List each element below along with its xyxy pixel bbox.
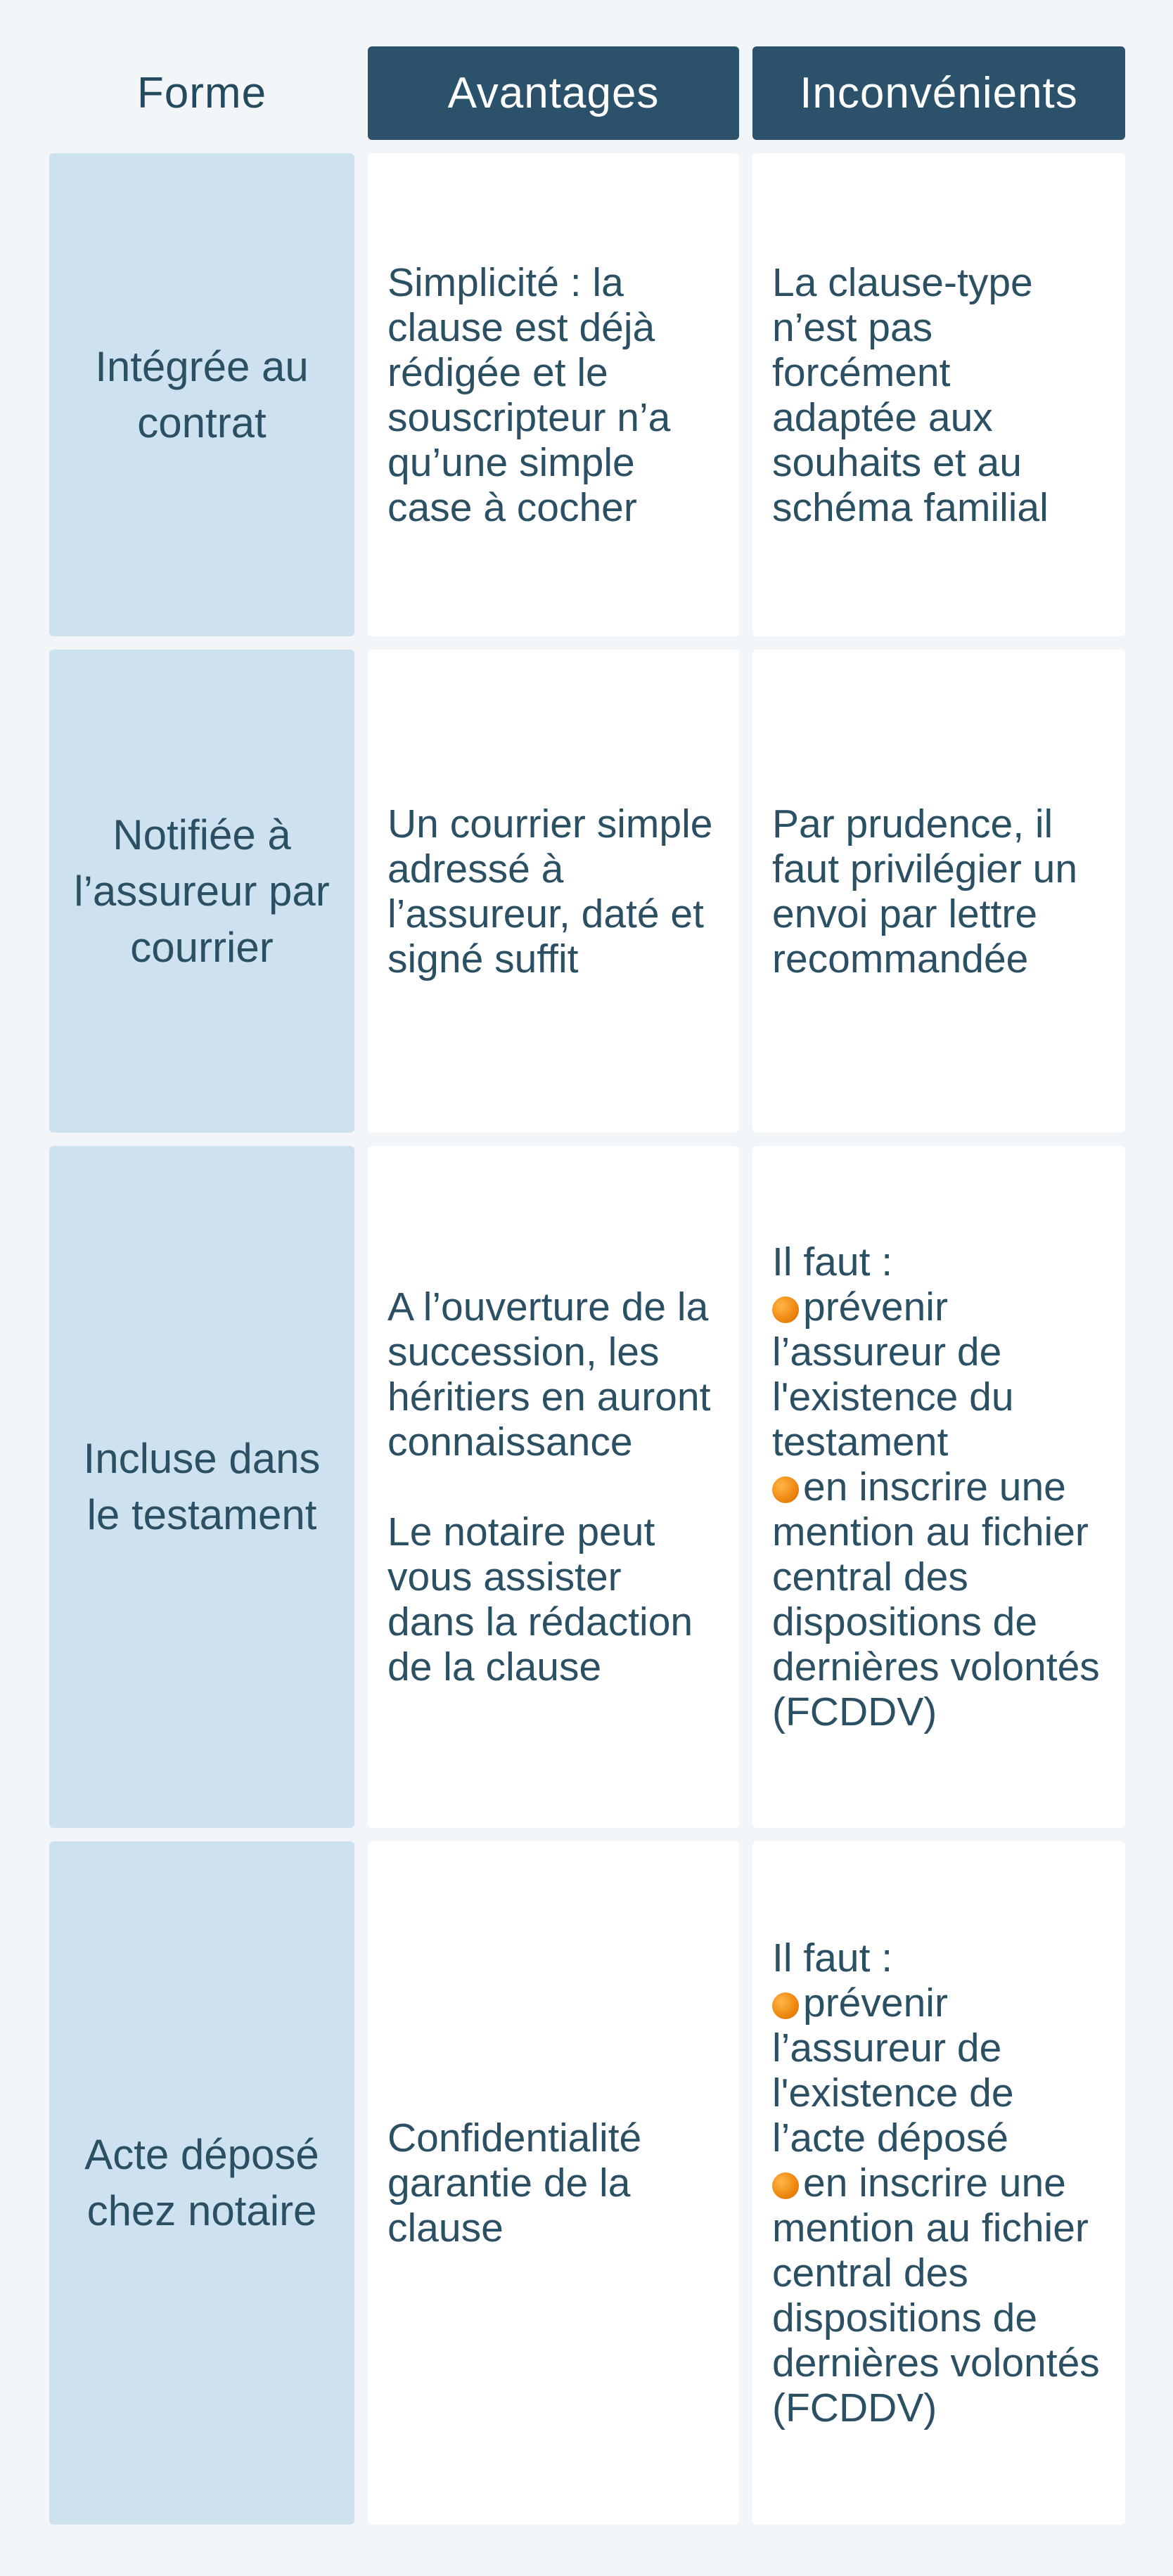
row-4-avantage-1: Confidentialité garantie de la clause	[387, 2115, 642, 2250]
comparison-table	[49, 46, 1125, 2525]
row-3-inconvenient-item-1-text: prévenir l’assureur de l'existence du testament	[772, 1284, 1014, 1464]
header-avantages: Avantages	[368, 46, 739, 140]
row-4-inconvenient-item-2-text: en inscrire une mention au fichier central des dispositions de dernières volontés (FCDDV)	[772, 2160, 1100, 2430]
orange-dot-icon	[772, 2172, 799, 2199]
row-2-forme: Notifiée à l’assureur par courrier	[49, 650, 354, 1133]
row-1-inconvenient-text: La clause-type n’est pas forcément adaptée aux souhaits et au schéma familial	[772, 259, 1049, 530]
row-4-inconvenient-item-1	[772, 1981, 1105, 2160]
row-4-avantages	[368, 1841, 739, 2525]
row-1-forme: Intégrée au contrat	[49, 153, 354, 636]
row-3-forme: Incluse dans le testament	[49, 1146, 354, 1828]
header-forme: Forme	[136, 69, 267, 117]
row-4-inconvenient-item-1-text: prévenir l’assureur de l'existence de l’acte déposé	[772, 1981, 1014, 2160]
row-3-avantage-2: Le notaire peut vous assister dans la rédaction de la clause	[387, 1509, 693, 1689]
orange-dot-icon	[772, 1476, 799, 1503]
row-1-avantages	[368, 153, 739, 636]
row-1-inconvenients	[752, 153, 1125, 636]
row-3-inconvenients	[752, 1146, 1125, 1828]
row-3-inconvenient-item-2	[772, 1464, 1105, 1734]
row-1-avantage-1: Simplicité : la clause est déjà rédigée et le souscripteur n’a qu’une simple case à cocher	[387, 259, 671, 530]
header-inconvenients: Inconvénients	[752, 46, 1125, 140]
row-2-inconvenient-text: Par prudence, il faut privilégier un envoi par lettre recommandée	[772, 801, 1078, 981]
row-3-inconvenient-item-2-text: en inscrire une mention au fichier central des dispositions de dernières volontés (FCDDV)	[772, 1464, 1100, 1734]
row-3-avantages	[368, 1146, 739, 1828]
row-4-forme: Acte déposé chez notaire	[49, 1841, 354, 2525]
orange-dot-icon	[772, 1992, 799, 2019]
row-2-inconvenients	[752, 650, 1125, 1133]
row-4-inconvenients	[752, 1841, 1125, 2525]
row-3-inconvenient-intro: Il faut :	[772, 1239, 893, 1284]
row-4-inconvenient-item-2	[772, 2160, 1105, 2430]
row-2-avantages	[368, 650, 739, 1133]
row-3-avantage-1: A l’ouverture de la succession, les héritiers en auront connaissance	[387, 1284, 711, 1464]
row-3-inconvenient-item-1	[772, 1284, 1105, 1464]
row-2-avantage-1: Un courrier simple adressé à l’assureur, daté et signé suffit	[387, 801, 713, 981]
row-4-inconvenient-intro: Il faut :	[772, 1936, 893, 1981]
orange-dot-icon	[772, 1296, 799, 1323]
